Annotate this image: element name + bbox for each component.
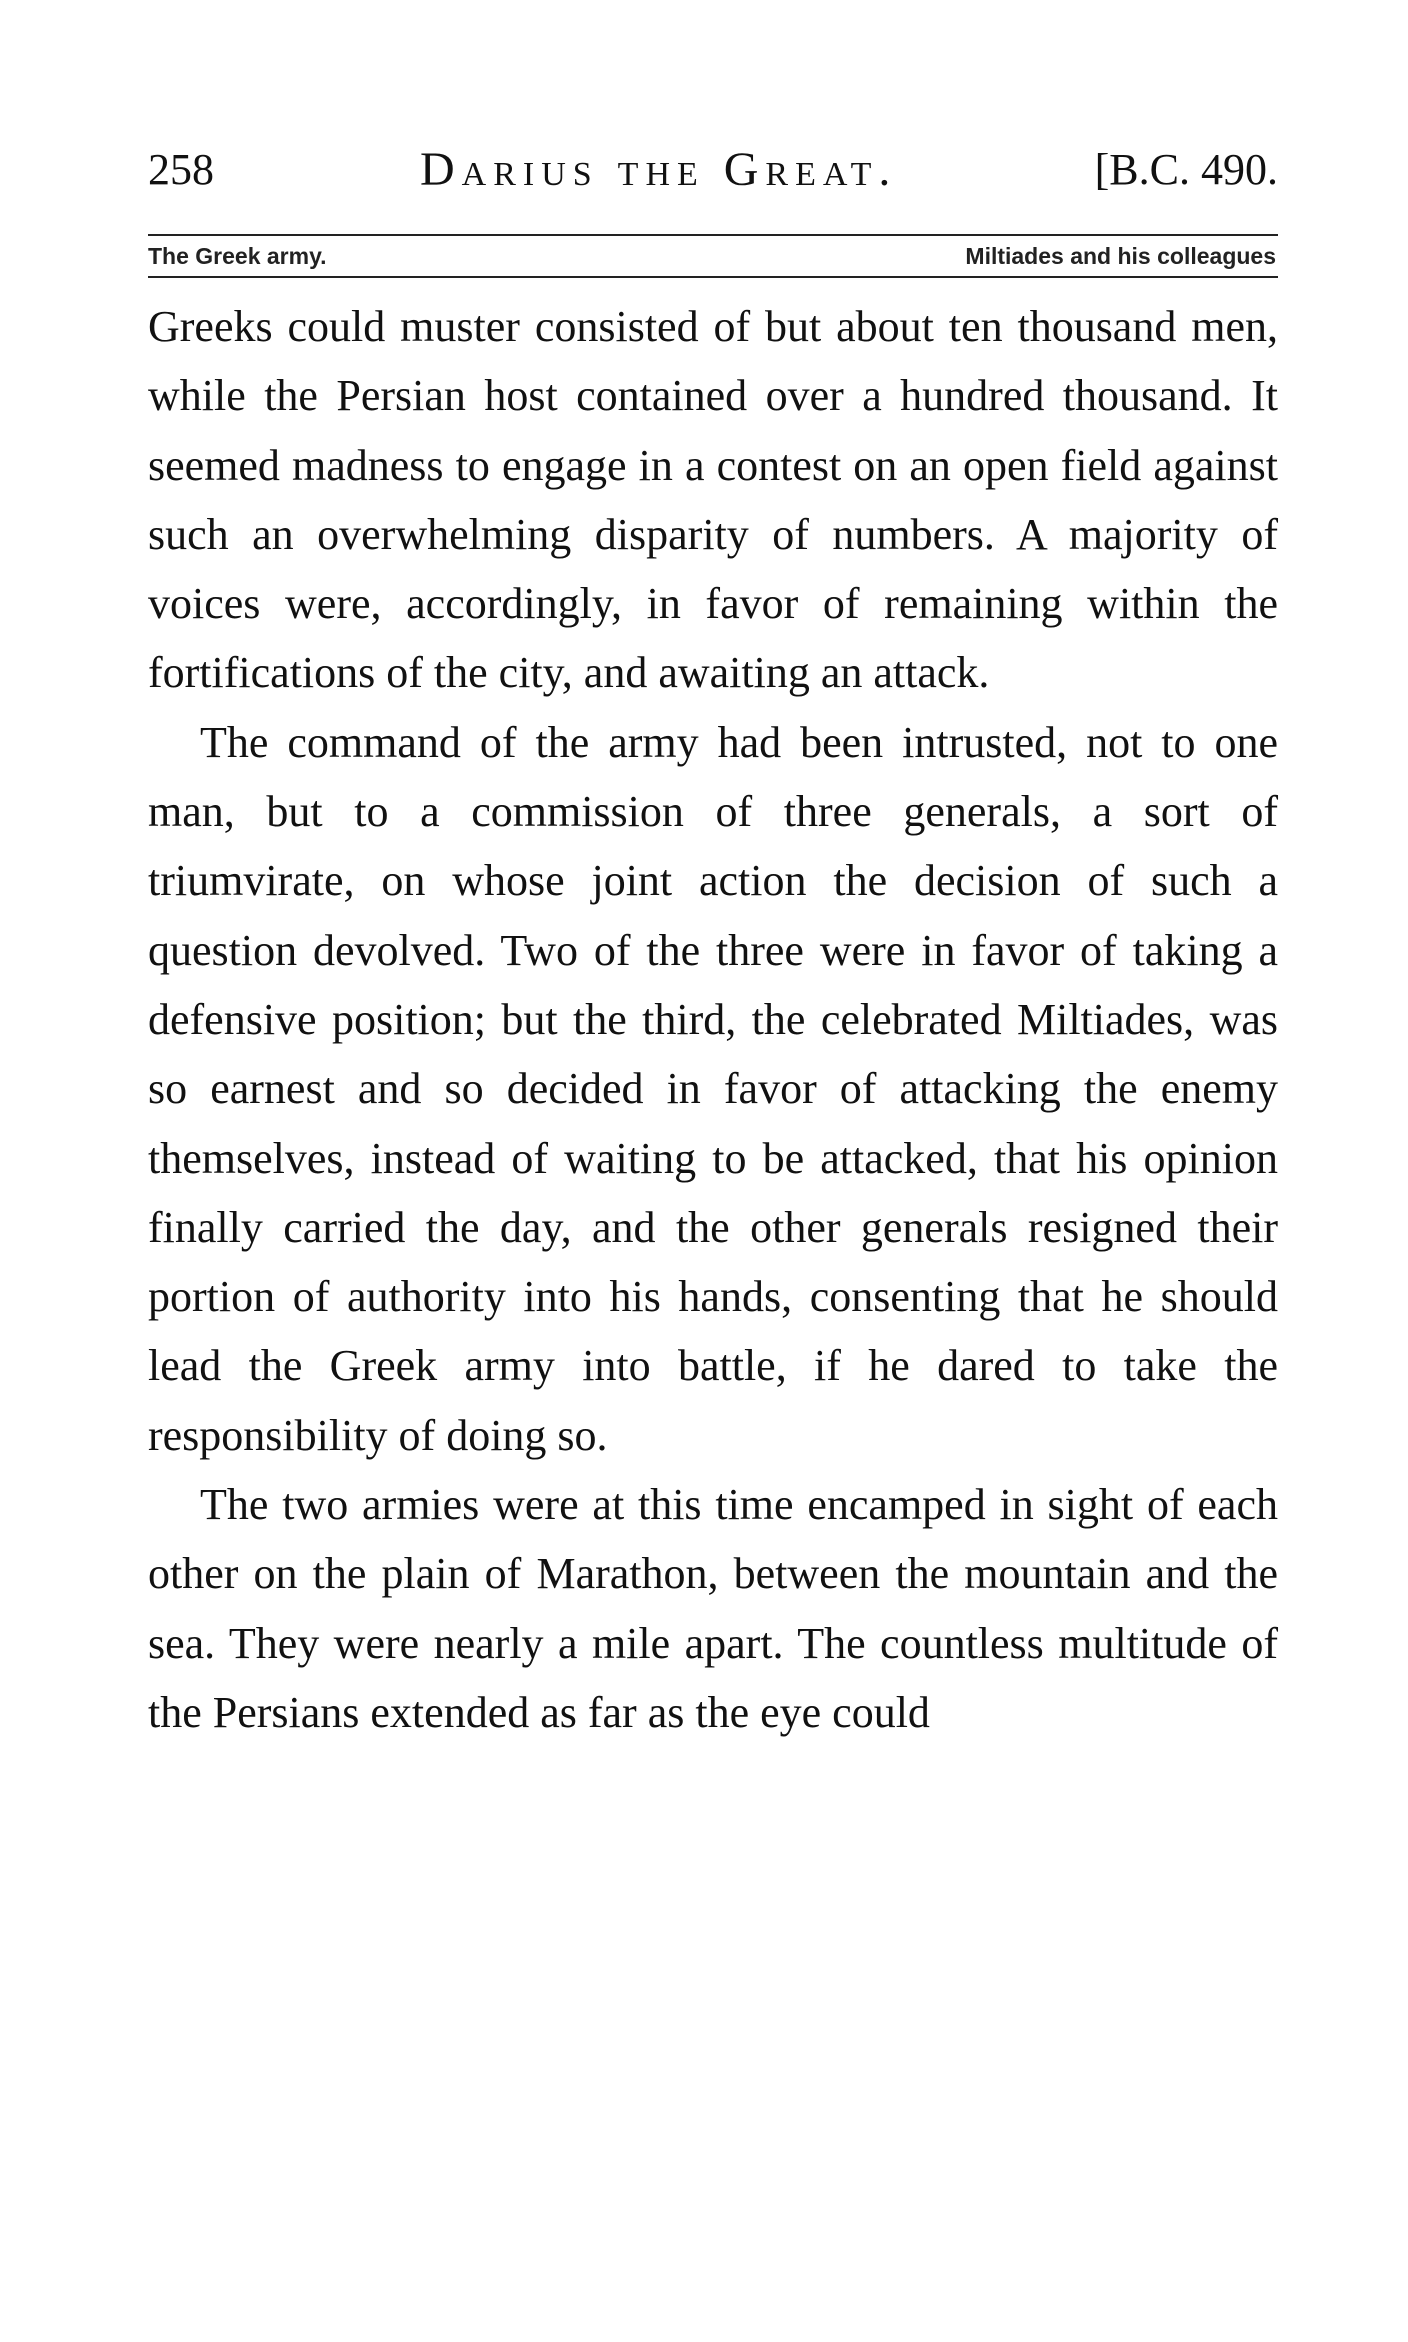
- page-header: [148, 140, 1278, 200]
- paragraph-continued: Greeks could muster consisted of but about ten thousand men, while the Persian host contained over a hundred thousand. It seemed madness to engage in a contest on an open field against such an overwhelming disparity of numbers. A majority of voices were, accordingly, in favor of remaining within the fortifications of the city, and awaiting an attack.: [148, 302, 1278, 698]
- date-label: [B.C. 490.: [1094, 145, 1278, 194]
- page-number: 258: [148, 145, 214, 194]
- book-page: [148, 140, 1278, 1747]
- header-rule-bottom: [148, 276, 1278, 278]
- marginal-subheads: [148, 236, 1278, 276]
- subhead-left: The Greek army.: [148, 243, 327, 269]
- body-text: [148, 292, 1278, 1747]
- paragraph-command: The command of the army had been intrusted, not to one man, but to a commission of three generals, a sort of triumvirate, on whose joint action the decision of such a question devolved. Two of the three were in favor of taking a defensive position; but the third, the celebrated Miltiades, was so earnest and so decided in favor of attacking the enemy themselves, instead of waiting to be attacked, that his opinion finally carried the day, and the other generals resigned their portion of authority into his hands, consenting that he should lead the Greek army into battle, if he dared to take the responsibility of doing so.: [148, 717, 1278, 1460]
- subhead-right: Miltiades and his colleagues: [965, 243, 1276, 269]
- running-title: Darius the Great.: [420, 143, 898, 196]
- paragraph-armies: The two armies were at this time encamped in sight of each other on the plain of Marathon, between the mountain and the sea. They were nearly a mile apart. The countless multitude of the Persians extended as far as the eye could: [148, 1480, 1278, 1737]
